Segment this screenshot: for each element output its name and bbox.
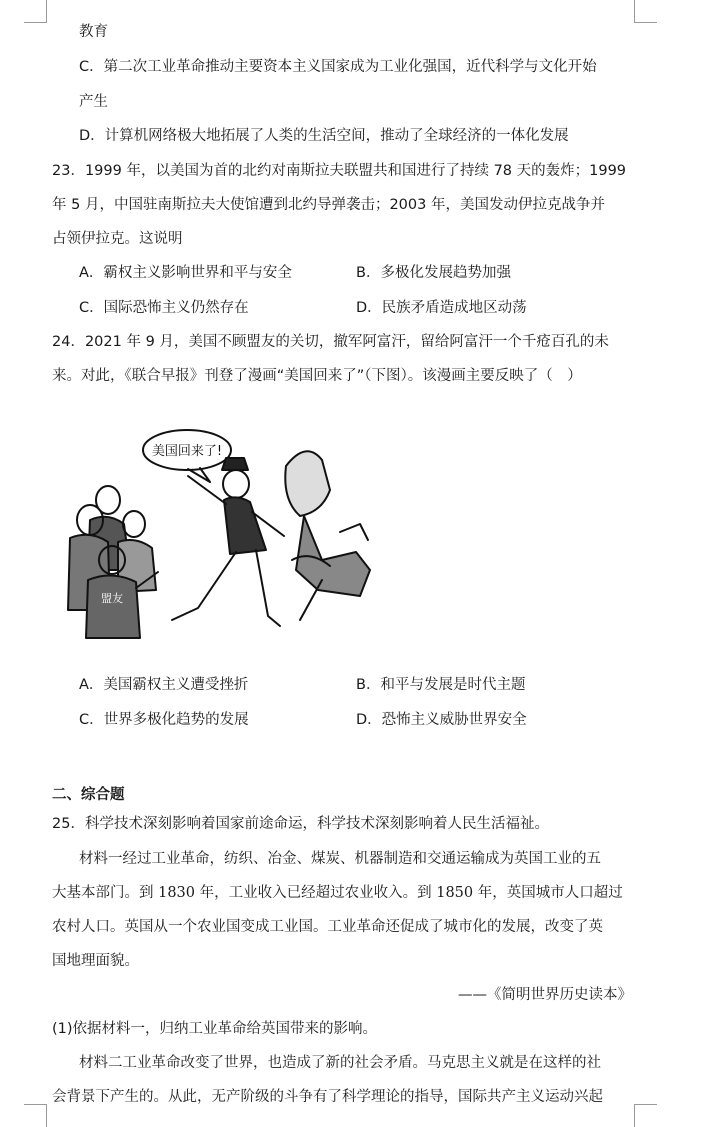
cartoon-label-allies: 盟友 <box>101 592 123 605</box>
material1-line1: 材料一经过工业革命，纺织、冶金、煤炭、机器制造和交通运输成为英国工业的五 <box>79 851 601 867</box>
material1-source: ——《简明世界历史读本》 <box>458 987 632 1003</box>
prev-option-c-line2: 产生 <box>79 94 108 110</box>
crop-mark-top-right <box>634 0 657 23</box>
q24-option-c: C．世界多极化趋势的发展 <box>79 712 249 728</box>
q24-stem-line2: 来。对此，《联合早报》刊登了漫画“美国回来了”（下图）。该漫画主要反映了（ ） <box>52 368 582 384</box>
q23-stem-line2: 年 5 月，中国驻南斯拉夫大使馆遭到北约导弹袭击；2003 年，美国发动伊拉克战争并 <box>52 197 605 213</box>
crop-mark-bottom-right <box>634 1104 657 1127</box>
prev-option-c-line1: C．第二次工业革命推动主要资本主义国家成为工业化强国，近代科学与文化开始 <box>79 59 597 75</box>
q23-option-a: A．霸权主义影响世界和平与安全 <box>79 265 292 281</box>
cartoon-america-is-back <box>60 420 380 642</box>
prev-option-b-tail: 教育 <box>79 24 108 40</box>
material1-line2: 大基本部门。到 1830 年，工业收入已经超过农业收入。到 1850 年，英国城市人口超过 <box>52 885 623 901</box>
q25-intro: 25．科学技术深刻影响着国家前途命运，科学技术深刻影响着人民生活福祉。 <box>52 816 549 832</box>
material2-line1: 材料二工业革命改变了世界，也造成了新的社会矛盾。马克思主义就是在这样的社 <box>79 1055 601 1071</box>
prev-option-d: D．计算机网络极大地拓展了人类的生活空间，推动了全球经济的一体化发展 <box>79 128 569 144</box>
q23-stem-line1: 23．1999 年，以美国为首的北约对南斯拉夫联盟共和国进行了持续 78 天的轰炸；1999 <box>52 163 627 179</box>
q23-option-b: B．多极化发展趋势加强 <box>356 265 511 281</box>
q23-option-c: C．国际恐怖主义仍然存在 <box>79 300 249 316</box>
q24-stem-line1: 24．2021 年 9 月，美国不顾盟友的关切，撤军阿富汗，留给阿富汗一个千疮百孔的未 <box>52 334 609 350</box>
section-heading: 二、综合题 <box>52 787 125 803</box>
q23-stem-line3: 占领伊拉克。这说明 <box>52 231 183 247</box>
q23-option-d: D．民族矛盾造成地区动荡 <box>356 300 527 316</box>
cartoon-bubble-text: 美国回来了! <box>151 444 223 459</box>
q24-option-d: D．恐怖主义威胁世界安全 <box>356 712 527 728</box>
material1-line3: 农村人口。英国从一个农业国变成工业国。工业革命还促成了城市化的发展，改变了英 <box>52 919 603 935</box>
q24-option-a: A．美国霸权主义遭受挫折 <box>79 677 249 693</box>
material1-line4: 国地理面貌。 <box>52 953 139 969</box>
material2-line2: 会背景下产生的。从此，无产阶级的斗争有了科学理论的指导，国际共产主义运动兴起 <box>52 1089 603 1105</box>
crop-mark-bottom-left <box>24 1104 47 1127</box>
q25-sub1: (1)依据材料一，归纳工业革命给英国带来的影响。 <box>52 1021 378 1037</box>
q24-option-b: B．和平与发展是时代主题 <box>356 677 526 693</box>
crop-mark-top-left <box>24 0 47 23</box>
